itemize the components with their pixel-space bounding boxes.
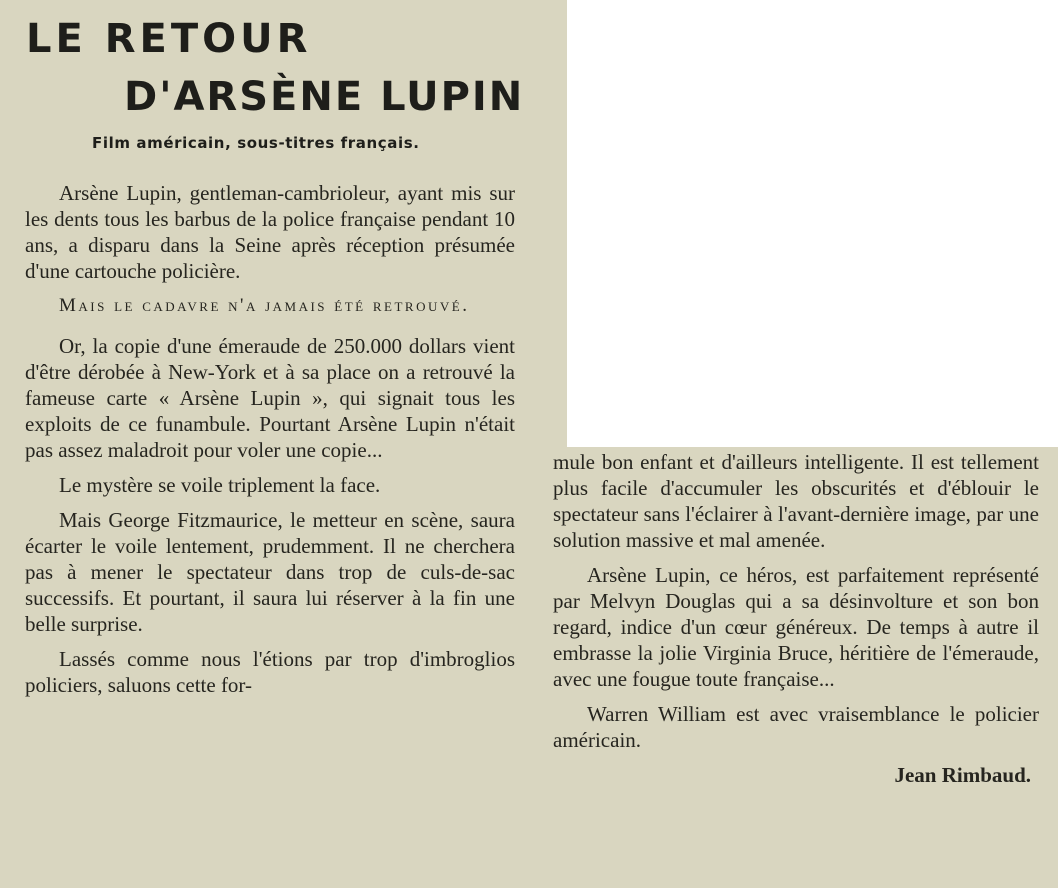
left-column [25, 180, 515, 707]
subtitle: Film américain, sous-titres français. [92, 134, 420, 152]
title-line-1: LE RETOUR [26, 16, 312, 62]
right-column [553, 449, 1039, 797]
paragraph-small-caps: Mais le cadavre n'a jamais été retrouvé. [59, 295, 470, 316]
paragraph: Lassés comme nous l'étions par trop d'imbroglios policiers, saluons cette for- [25, 647, 515, 697]
paragraph: Le mystère se voile triplement la face. [59, 473, 381, 497]
paragraph: Or, la copie d'une émeraude de 250.000 dollars vient d'être dérobée à New-York et à sa place on a retrouvé la fameuse carte « Arsène Lupin », qui signait tous les exploits de ce funambule. Pourtant Arsène Lupin n'était pas assez maladroit pour voler une copie... [25, 334, 515, 462]
paragraph-continued: mule bon enfant et d'ailleurs intelligente. Il est tellement plus facile d'accumuler les obscurités et d'éblouir le spectateur sans l'éclairer à l'avant-dernière image, par une solution massive et mal amenée. [553, 450, 1039, 552]
paragraph: Mais George Fitzmaurice, le metteur en scène, saura écarter le voile lentement, prudemment. Il ne cherchera pas à mener le spectateur dans trop de culs-de-sac successifs. Et pourtant, il saura lui réserver à la fin une belle surprise. [25, 508, 515, 636]
paragraph: Warren William est avec vraisemblance le policier américain. [553, 702, 1039, 752]
paragraph: Arsène Lupin, ce héros, est parfaitement représenté par Melvyn Douglas qui a sa désinvolture et son bon regard, indice d'un cœur généreux. De temps à autre il embrasse la jolie Virginia Bruce, héritière de l'émeraude, avec une fougue toute française... [553, 563, 1039, 691]
title-line-2: D'ARSÈNE LUPIN [124, 74, 525, 120]
author-signature: Jean Rimbaud. [894, 763, 1031, 787]
paragraph: Arsène Lupin, gentleman-cambrioleur, ayant mis sur les dents tous les barbus de la police française pendant 10 ans, a disparu dans la Seine après réception présumée d'une cartouche policière. [25, 181, 515, 283]
